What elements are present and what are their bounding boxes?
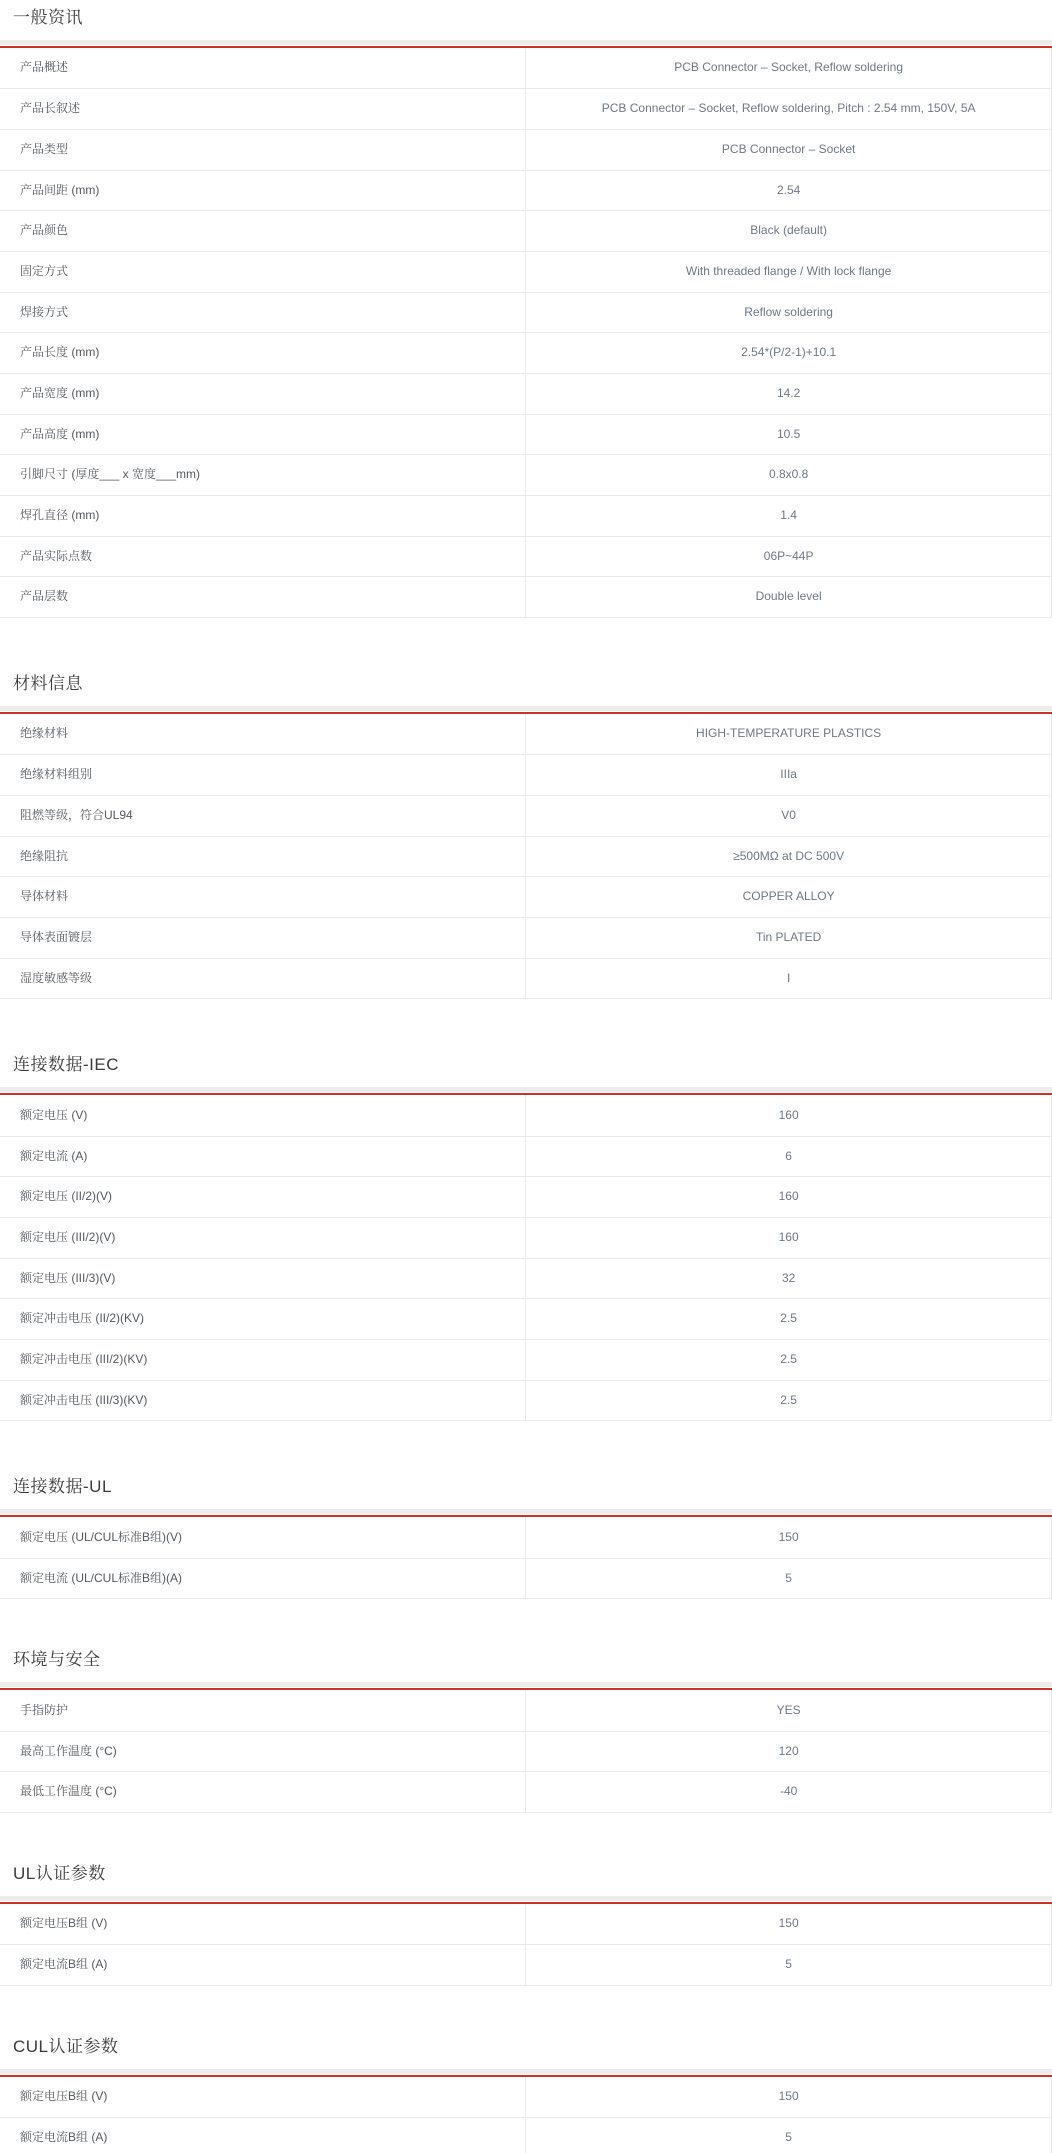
spec-value: PCB Connector – Socket, Reflow soldering, Pitch : 2.54 mm, 150V, 5A <box>526 89 1052 130</box>
spec-label: 产品类型 <box>0 129 526 170</box>
spec-table-body <box>0 714 1052 999</box>
spec-label: 额定电压B组 (V) <box>0 2077 526 2118</box>
spec-table <box>0 1904 1052 1986</box>
spec-value: 0.8x0.8 <box>526 455 1052 496</box>
section-title: CUL认证参数 <box>13 2036 119 2056</box>
section-title: 材料信息 <box>13 674 83 694</box>
spec-table <box>0 2077 1052 2153</box>
table-row <box>0 836 1052 877</box>
section-divider <box>0 40 1052 48</box>
spec-value: Black (default) <box>526 211 1052 252</box>
table-row <box>0 1136 1052 1177</box>
spec-label: 额定电流 (UL/CUL标准B组)(A) <box>0 1558 526 1599</box>
table-row <box>0 1945 1052 1986</box>
table-row <box>0 1690 1052 1731</box>
spec-value: 5 <box>526 1558 1052 1599</box>
table-row <box>0 796 1052 837</box>
spec-label: 阻燃等级，符合UL94 <box>0 796 526 837</box>
table-row <box>0 1095 1052 1136</box>
table-row <box>0 1731 1052 1772</box>
spec-table-body <box>0 48 1052 618</box>
table-row <box>0 1904 1052 1945</box>
spec-section <box>0 3 1052 618</box>
spec-value: YES <box>526 1690 1052 1731</box>
spec-value: IIIa <box>526 755 1052 796</box>
spec-table <box>0 48 1052 618</box>
spec-value: 14.2 <box>526 374 1052 415</box>
spec-value: 160 <box>526 1177 1052 1218</box>
table-row <box>0 374 1052 415</box>
table-row <box>0 251 1052 292</box>
table-row <box>0 1558 1052 1599</box>
spec-value: 150 <box>526 1517 1052 1558</box>
spec-value: -40 <box>526 1772 1052 1813</box>
table-row <box>0 2077 1052 2118</box>
spec-sections <box>0 3 1052 2153</box>
spec-value: 6 <box>526 1136 1052 1177</box>
spec-table-body <box>0 1904 1052 1985</box>
spec-label: 产品宽度 (mm) <box>0 374 526 415</box>
spec-value: 2.5 <box>526 1380 1052 1421</box>
table-row <box>0 1340 1052 1381</box>
table-row <box>0 1772 1052 1813</box>
spec-value: 2.5 <box>526 1299 1052 1340</box>
spec-value: 120 <box>526 1731 1052 1772</box>
spec-label: 额定冲击电压 (II/2)(KV) <box>0 1299 526 1340</box>
section-title: 一般资讯 <box>13 8 83 27</box>
table-row <box>0 455 1052 496</box>
table-row <box>0 1517 1052 1558</box>
spec-label: 额定电压 (III/2)(V) <box>0 1218 526 1259</box>
section-divider <box>0 1087 1052 1095</box>
spec-label: 焊孔直径 (mm) <box>0 496 526 537</box>
table-row <box>0 2117 1052 2153</box>
spec-table <box>0 1690 1052 1813</box>
table-row <box>0 577 1052 618</box>
spec-label: 最高工作温度 (°C) <box>0 1731 526 1772</box>
spec-section <box>0 2032 1052 2153</box>
spec-section <box>0 1645 1052 1813</box>
spec-value: Double level <box>526 577 1052 618</box>
section-divider <box>0 706 1052 714</box>
spec-label: 绝缘材料组别 <box>0 755 526 796</box>
table-row <box>0 877 1052 918</box>
spec-section <box>0 1472 1052 1599</box>
table-row <box>0 48 1052 89</box>
spec-section <box>0 1859 1052 1986</box>
spec-label: 产品层数 <box>0 577 526 618</box>
spec-value: 5 <box>526 1945 1052 1986</box>
section-divider <box>0 1509 1052 1517</box>
table-row <box>0 755 1052 796</box>
spec-table-body <box>0 2077 1052 2153</box>
table-row <box>0 414 1052 455</box>
spec-label: 绝缘材料 <box>0 714 526 755</box>
table-row <box>0 1299 1052 1340</box>
spec-label: 产品实际点数 <box>0 536 526 577</box>
spec-value: 160 <box>526 1095 1052 1136</box>
section-divider <box>0 1682 1052 1690</box>
spec-table <box>0 714 1052 999</box>
section-divider <box>0 1896 1052 1904</box>
spec-value: 2.54 <box>526 170 1052 211</box>
table-row <box>0 129 1052 170</box>
spec-label: 固定方式 <box>0 251 526 292</box>
spec-table-body <box>0 1517 1052 1598</box>
spec-table-body <box>0 1690 1052 1812</box>
spec-label: 额定电压B组 (V) <box>0 1904 526 1945</box>
spec-value: 2.54*(P/2-1)+10.1 <box>526 333 1052 374</box>
spec-label: 额定电压 (V) <box>0 1095 526 1136</box>
spec-label: 导体表面镀层 <box>0 918 526 959</box>
spec-table-body <box>0 1095 1052 1421</box>
table-row <box>0 292 1052 333</box>
spec-label: 额定冲击电压 (III/2)(KV) <box>0 1340 526 1381</box>
spec-value: COPPER ALLOY <box>526 877 1052 918</box>
spec-value: HIGH-TEMPERATURE PLASTICS <box>526 714 1052 755</box>
table-row <box>0 1380 1052 1421</box>
section-title: 环境与安全 <box>13 1650 101 1670</box>
spec-label: 额定冲击电压 (III/3)(KV) <box>0 1380 526 1421</box>
spec-value: PCB Connector – Socket, Reflow soldering <box>526 48 1052 89</box>
table-row <box>0 333 1052 374</box>
table-row <box>0 918 1052 959</box>
spec-label: 产品颜色 <box>0 211 526 252</box>
spec-value: 160 <box>526 1218 1052 1259</box>
spec-label: 额定电流 (A) <box>0 1136 526 1177</box>
section-divider <box>0 2069 1052 2077</box>
table-row <box>0 211 1052 252</box>
spec-label: 焊接方式 <box>0 292 526 333</box>
spec-label: 额定电流B组 (A) <box>0 2117 526 2153</box>
spec-table <box>0 1095 1052 1421</box>
section-title: 连接数据-UL <box>13 1477 112 1497</box>
table-row <box>0 170 1052 211</box>
spec-label: 额定电流B组 (A) <box>0 1945 526 1986</box>
spec-value: V0 <box>526 796 1052 837</box>
spec-label: 产品长叙述 <box>0 89 526 130</box>
spec-value: Tin PLATED <box>526 918 1052 959</box>
spec-label: 产品高度 (mm) <box>0 414 526 455</box>
section-title: 连接数据-IEC <box>13 1055 119 1075</box>
spec-label: 额定电压 (UL/CUL标准B组)(V) <box>0 1517 526 1558</box>
spec-value: 5 <box>526 2117 1052 2153</box>
spec-value: 06P~44P <box>526 536 1052 577</box>
table-row <box>0 958 1052 999</box>
spec-value: 1.4 <box>526 496 1052 537</box>
spec-section <box>0 669 1052 999</box>
table-row <box>0 1218 1052 1259</box>
spec-value: 10.5 <box>526 414 1052 455</box>
spec-value: PCB Connector – Socket <box>526 129 1052 170</box>
spec-value: With threaded flange / With lock flange <box>526 251 1052 292</box>
spec-section <box>0 1050 1052 1421</box>
spec-value: 32 <box>526 1258 1052 1299</box>
spec-label: 产品间距 (mm) <box>0 170 526 211</box>
spec-label: 手指防护 <box>0 1690 526 1731</box>
table-row <box>0 714 1052 755</box>
table-row <box>0 496 1052 537</box>
spec-label: 产品长度 (mm) <box>0 333 526 374</box>
spec-label: 额定电压 (III/3)(V) <box>0 1258 526 1299</box>
spec-label: 最低工作温度 (°C) <box>0 1772 526 1813</box>
spec-label: 导体材料 <box>0 877 526 918</box>
section-title: UL认证参数 <box>13 1863 106 1883</box>
spec-label: 引脚尺寸 (厚度___ x 宽度___mm) <box>0 455 526 496</box>
spec-value: 150 <box>526 1904 1052 1945</box>
table-row <box>0 1258 1052 1299</box>
spec-label: 产品概述 <box>0 48 526 89</box>
spec-value: I <box>526 958 1052 999</box>
spec-label: 额定电压 (II/2)(V) <box>0 1177 526 1218</box>
table-row <box>0 536 1052 577</box>
spec-label: 湿度敏感等级 <box>0 958 526 999</box>
table-row <box>0 1177 1052 1218</box>
spec-label: 绝缘阻抗 <box>0 836 526 877</box>
spec-value: 2.5 <box>526 1340 1052 1381</box>
spec-table <box>0 1517 1052 1599</box>
spec-value: Reflow soldering <box>526 292 1052 333</box>
spec-value: 150 <box>526 2077 1052 2118</box>
table-row <box>0 89 1052 130</box>
spec-value: ≥500MΩ at DC 500V <box>526 836 1052 877</box>
